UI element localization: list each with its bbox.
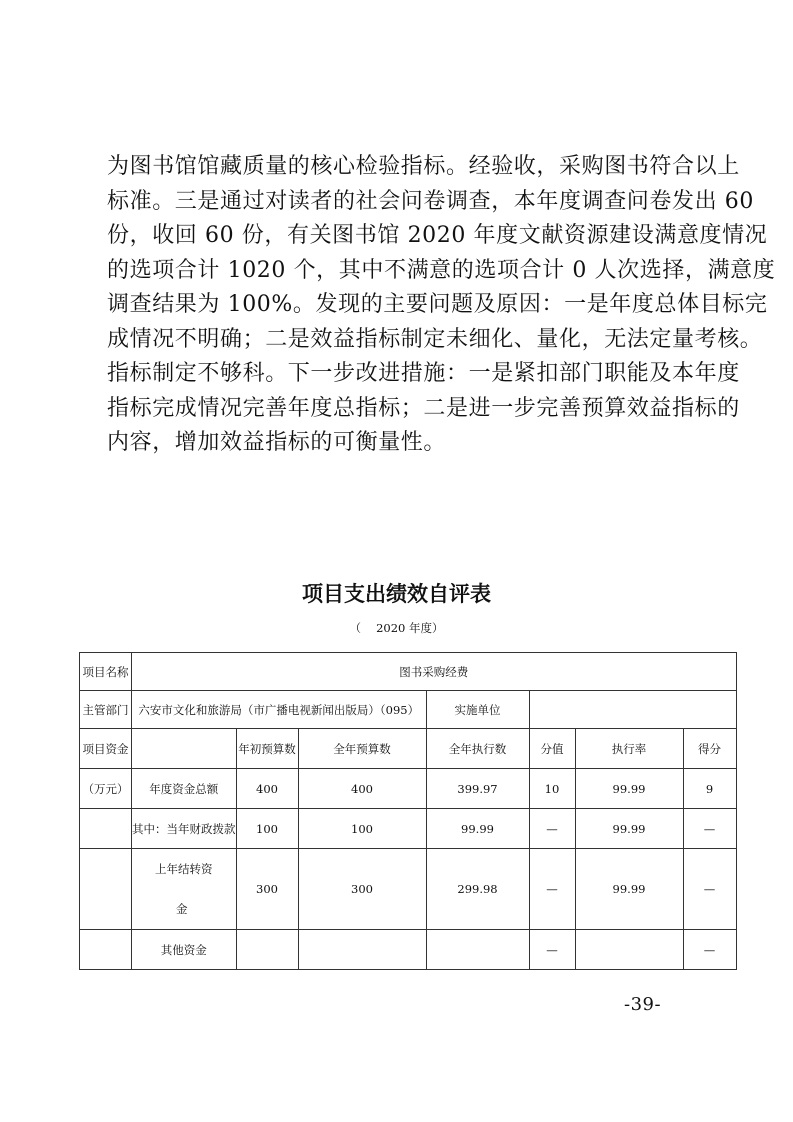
header-annual-execution: 全年执行数: [426, 729, 529, 769]
row-label: 其中：当年财政拨款: [132, 809, 237, 849]
annual-execution-cell: 99.99: [426, 809, 529, 849]
annual-budget-cell: 300: [298, 849, 426, 930]
annual-budget-cell: 400: [298, 769, 426, 809]
empty-cell: [80, 809, 132, 849]
table-title: 项目支出绩效自评表: [302, 582, 491, 606]
paragraph-line: 内容，增加效益指标的可衡量性。: [107, 430, 447, 455]
paragraph-line: 调查结果为 100%。发现的主要问题及原因：一是年度总体目标完: [107, 292, 768, 317]
page-number: -39-: [624, 994, 662, 1015]
header-score-value: 分值: [529, 729, 575, 769]
paragraph-line: 成情况不明确；二是效益指标制定未细化、量化，无法定量考核。: [107, 326, 763, 352]
row-label: [132, 849, 237, 930]
table-row: [80, 729, 737, 769]
execution-rate-cell: 99.99: [575, 769, 683, 809]
score-cell: 9: [683, 769, 736, 809]
body-paragraph: [107, 150, 776, 461]
initial-budget-cell: 400: [236, 769, 298, 809]
header-initial-budget: 年初预算数: [236, 729, 298, 769]
table-row: [80, 930, 737, 970]
table-row: [80, 653, 737, 691]
row-label-line1: 上年结转资: [155, 862, 213, 876]
initial-budget-cell: 300: [236, 849, 298, 930]
funds-unit: （万元）: [80, 769, 132, 809]
score-value-cell: 10: [529, 769, 575, 809]
score-cell: —: [683, 930, 736, 970]
dept-label: 主管部门: [80, 691, 132, 729]
table-row: [80, 769, 737, 809]
project-name-label: 项目名称: [80, 653, 132, 691]
paragraph-line: 的选项合计 1020 个，其中不满意的选项合计 0 人次选择，满意度: [107, 257, 776, 283]
initial-budget-cell: 100: [236, 809, 298, 849]
execution-rate-cell: 99.99: [575, 849, 683, 930]
annual-execution-cell: [426, 930, 529, 970]
dept-value: 六安市文化和旅游局（市广播电视新闻出版局）（095）: [132, 691, 427, 729]
empty-cell: [80, 849, 132, 930]
row-label: 年度资金总额: [132, 769, 237, 809]
score-cell: —: [683, 809, 736, 849]
score-cell: —: [683, 849, 736, 930]
impl-unit-label: 实施单位: [426, 691, 529, 729]
score-value-cell: —: [529, 930, 575, 970]
table-row: [80, 691, 737, 729]
annual-execution-cell: 299.98: [426, 849, 529, 930]
project-name-value: 图书采购经费: [132, 653, 737, 691]
paragraph-line: 为图书馆馆藏质量的核心检验指标。经验收，采购图书符合以上: [107, 154, 740, 179]
header-execution-rate: 执行率: [575, 729, 683, 769]
empty-cell: [80, 930, 132, 970]
performance-table: [79, 652, 737, 970]
table-subtitle: （ 2020 年度）: [349, 621, 444, 635]
initial-budget-cell: [236, 930, 298, 970]
paragraph-line: 份，收回 60 份，有关图书馆 2020 年度文献资源建设满意度情况: [107, 223, 768, 248]
row-label-line2: 金: [176, 902, 188, 916]
header-annual-budget: 全年预算数: [298, 729, 426, 769]
annual-budget-cell: [298, 930, 426, 970]
row-label: 其他资金: [132, 930, 237, 970]
score-value-cell: —: [529, 849, 575, 930]
paragraph-line: 指标完成情况完善年度总指标；二是进一步完善预算效益指标的: [107, 395, 740, 421]
header-score: 得分: [683, 729, 736, 769]
paragraph-line: 指标制定不够科。下一步改进措施：一是紧扣部门职能及本年度: [107, 361, 740, 386]
funds-label: 项目资金: [80, 729, 132, 769]
empty-cell: [132, 729, 237, 769]
impl-unit-value: [529, 691, 736, 729]
execution-rate-cell: [575, 930, 683, 970]
table-row: [80, 849, 737, 930]
table-row: [80, 809, 737, 849]
annual-budget-cell: 100: [298, 809, 426, 849]
paragraph-line: 标准。三是通过对读者的社会问卷调查，本年度调查问卷发出 60: [107, 188, 754, 214]
score-value-cell: —: [529, 809, 575, 849]
annual-execution-cell: 399.97: [426, 769, 529, 809]
execution-rate-cell: 99.99: [575, 809, 683, 849]
